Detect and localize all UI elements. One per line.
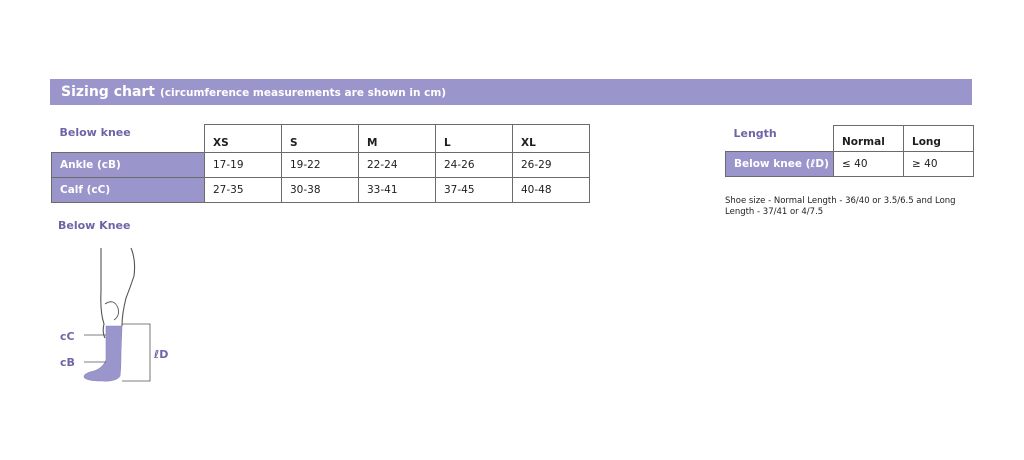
size-header-s: S bbox=[282, 125, 359, 153]
size-header-m: M bbox=[359, 125, 436, 153]
ankle-xl: 26-29 bbox=[513, 153, 590, 178]
figure-title: Below Knee bbox=[58, 219, 131, 232]
calf-m: 33-41 bbox=[359, 178, 436, 203]
length-table-corner-label: Length bbox=[733, 126, 777, 140]
size-table bbox=[51, 124, 590, 203]
ankle-xs: 17-19 bbox=[205, 153, 282, 178]
size-table-header-row bbox=[52, 125, 590, 153]
length-header-long: Long bbox=[904, 126, 974, 152]
ankle-s: 19-22 bbox=[282, 153, 359, 178]
banner-title: Sizing chart bbox=[61, 84, 156, 100]
sizing-chart-banner bbox=[50, 79, 972, 105]
row-label-calf: Calf (cC) bbox=[52, 178, 205, 203]
row-label-ankle: Ankle (cB) bbox=[52, 153, 205, 178]
label-ld: ℓD bbox=[154, 348, 169, 361]
row-label-below-knee: Below knee (ℓD) bbox=[726, 152, 834, 177]
label-cb: cB bbox=[60, 356, 75, 369]
leg-outline-icon bbox=[101, 248, 135, 338]
table-row bbox=[726, 152, 974, 177]
banner-subtitle: (circumference measurements are shown in cm) bbox=[160, 87, 447, 99]
size-header-xl: XL bbox=[513, 125, 590, 153]
ankle-l: 24-26 bbox=[436, 153, 513, 178]
size-header-l: L bbox=[436, 125, 513, 153]
calf-xl: 40-48 bbox=[513, 178, 590, 203]
size-table-corner-label: Below knee bbox=[59, 125, 131, 139]
stocking-shape bbox=[84, 326, 122, 381]
table-row bbox=[52, 153, 590, 178]
table-row bbox=[52, 178, 590, 203]
label-cc: cC bbox=[60, 330, 75, 343]
ankle-m: 22-24 bbox=[359, 153, 436, 178]
leg-diagram bbox=[50, 240, 190, 388]
calf-xs: 27-35 bbox=[205, 178, 282, 203]
length-table-header-row bbox=[726, 126, 974, 152]
calf-s: 30-38 bbox=[282, 178, 359, 203]
below-knee-long: ≥ 40 bbox=[904, 152, 974, 177]
length-table bbox=[725, 125, 974, 177]
length-header-normal: Normal bbox=[834, 126, 904, 152]
shoe-size-note: Shoe size - Normal Length - 36/40 or 3.5/6.5 and Long Length - 37/41 or 4/7.5 bbox=[725, 196, 956, 217]
size-header-xs: XS bbox=[205, 125, 282, 153]
calf-l: 37-45 bbox=[436, 178, 513, 203]
below-knee-normal: ≤ 40 bbox=[834, 152, 904, 177]
